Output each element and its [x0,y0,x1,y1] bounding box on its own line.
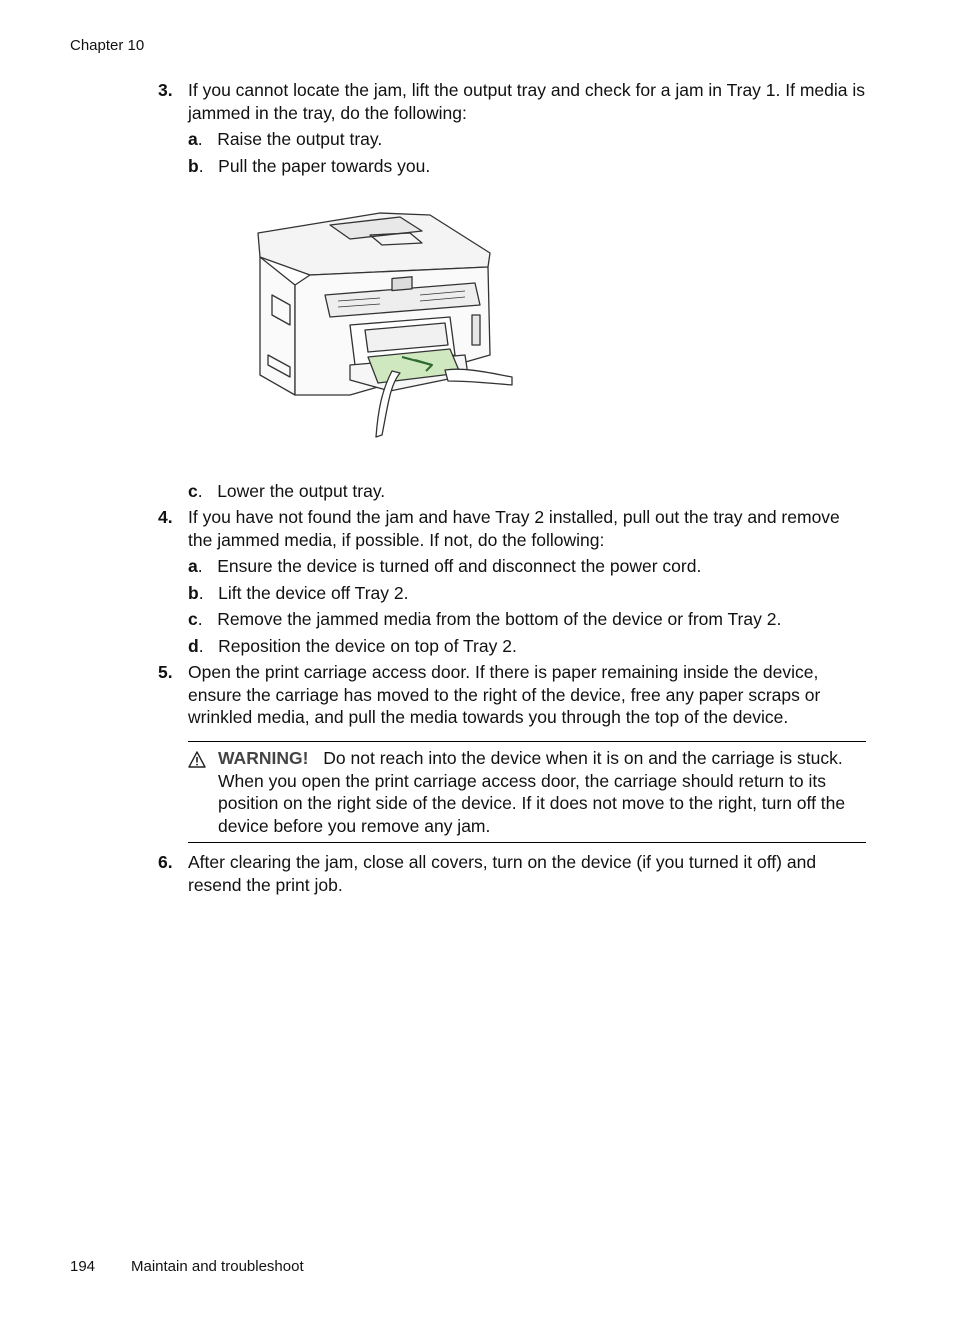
substep-text: Lower the output tray. [217,481,386,501]
substep-letter: c [188,609,198,629]
substep-4c: c. Remove the jammed media from the bottom of the device or from Tray 2. [188,609,782,629]
page-number: 194 [70,1258,96,1275]
substep-3c: c. Lower the output tray. [188,481,386,501]
substep-letter: b [188,583,199,603]
substep-4d: d. Reposition the device on top of Tray 2. [188,636,517,656]
warning-text-block [218,747,858,837]
substep-3b: b. Pull the paper towards you. [188,156,431,176]
step-text: After clearing the jam, close all covers, turn on the device (if you turned it off) and resend the print job. [188,852,817,895]
page-footer [70,1258,304,1275]
footer-section-title: Maintain and troubleshoot [131,1258,304,1275]
substep-text: Remove the jammed media from the bottom of the device or from Tray 2. [217,609,782,629]
substep-text: Ensure the device is turned off and disconnect the power cord. [217,556,702,576]
substep-letter: d [188,636,199,656]
substep-text: Reposition the device on top of Tray 2. [218,636,517,656]
step-text: If you cannot locate the jam, lift the output tray and check for a jam in Tray 1. If media is jammed in the tray, do the following: [188,80,866,123]
substep-letter: c [188,481,198,501]
substep-letter: a [188,556,198,576]
substep-text: Pull the paper towards you. [218,156,431,176]
page-header: Chapter 10 [70,37,145,54]
substep-4b: b. Lift the device off Tray 2. [188,583,409,603]
substep-letter: a [188,129,198,149]
step-number: 5. [158,662,173,682]
warning-label: WARNING! [218,748,309,768]
substep-3a: a. Raise the output tray. [188,129,383,149]
substep-text: Lift the device off Tray 2. [218,583,409,603]
step-text: Open the print carriage access door. If there is paper remaining inside the device, ensure the carriage has moved to the right of the device, free any paper scraps or wrinkled media, and pull the media towards you through the top of the device. [188,662,821,727]
warning-box [188,741,866,843]
substep-letter: b [188,156,199,176]
warning-triangle-icon [188,751,206,773]
step-number: 3. [158,80,173,100]
substep-4a: a. Ensure the device is turned off and disconnect the power cord. [188,556,702,576]
step-text: If you have not found the jam and have Tray 2 installed, pull out the tray and remove the jammed media, if possible. If not, do the following: [188,507,840,550]
warning-text: Do not reach into the device when it is on and the carriage is stuck. When you open the print carriage access door, the carriage should return to its position on the right side of the device. If it does not move to the right, turn off the device before you remove any jam. [218,748,846,836]
printer-paper-jam-illustration [250,205,520,450]
step-number: 4. [158,507,173,527]
step-number: 6. [158,852,173,872]
substep-text: Raise the output tray. [217,129,383,149]
